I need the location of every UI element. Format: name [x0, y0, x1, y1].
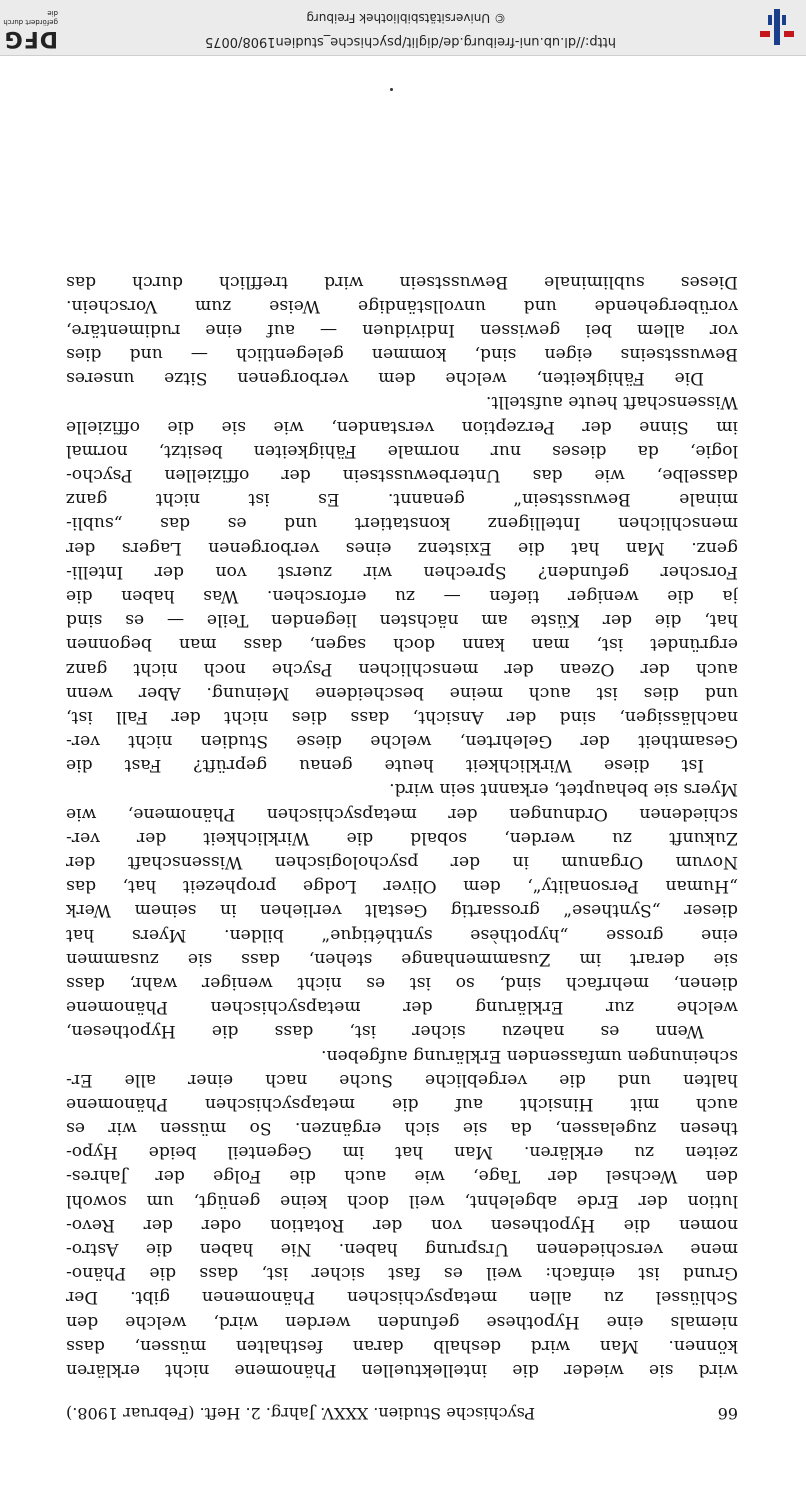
text-line: lution der Erde abgelehnt, weil doch keine genügt, um sowohl: [66, 1190, 738, 1211]
text-line: wird sie wieder die intellektuellen Phänomene nicht erklären: [66, 1360, 738, 1380]
dfg-logo[interactable]: [2, 4, 58, 50]
dfg-funding-note: gefördert durch die: [3, 9, 58, 26]
university-library-logo-icon[interactable]: [756, 7, 798, 47]
text-line: ja die weniger tiefen — zu erforschen. Was haben die: [66, 586, 738, 606]
text-line: eine grosse „hypothèse synthétique“ bilden. Myers hat: [66, 924, 738, 945]
text-line: Wenn es nahezu sicher ist, dass die Hypothesen,: [66, 1021, 704, 1042]
scan-speck: [390, 88, 393, 91]
text-line: hat, die der Küste am nächsten liegenden Teile — es sind: [66, 610, 738, 631]
text-line: Schlüssel zu allen metapsychischen Phänomenen gibt. Der: [66, 1287, 738, 1308]
text-line: Novum Organum in der psychologischen Wissenschaft der: [66, 852, 738, 873]
text-line: sie derart im Zusammenhange stehen, dass sie zusammen: [66, 948, 738, 969]
text-line: auch mit Hinsicht auf die metapsychischen Phänomene: [66, 1093, 738, 1114]
text-line: Gesamtheit der Gelehrten, welche diese Studien nicht ver-: [66, 731, 738, 752]
text-line: menschlichen Intelligenz konstatiert und es das „subli-: [66, 513, 738, 534]
text-line: „Human Personality“, dem Oliver Lodge prophezeit hat, das: [66, 876, 738, 897]
viewer-footer: [0, 0, 806, 56]
text-line: den Wechsel der Tage, wie auch die Folge der Jahres-: [66, 1166, 738, 1187]
text-line: Grund ist einfach: weil es fast sicher ist, dass die Phäno-: [66, 1263, 738, 1284]
text-line: schiedenen Ordnungen der metapsychischen Phänomene, wie: [66, 803, 738, 824]
text-line: Forscher gefunden? Sprechen wir zuerst von der Intelli-: [66, 561, 738, 582]
text-line: nomen die Hypothesen von der Rotation oder der Revo-: [66, 1214, 738, 1235]
text-line: auch der Ozean der menschlichen Psyche noch nicht ganz: [66, 658, 738, 679]
text-line: dienen, mehrfach sind, so ist es nicht weniger wahr, dass: [66, 973, 738, 993]
text-line: und dies ist auch meine bescheidene Meinung. Aber wenn: [66, 682, 738, 703]
text-line: können. Man wird deshalb daran festhalten müssen, dass: [66, 1335, 738, 1356]
text-line: Myers sie behauptet, erkannt sein wird.: [389, 779, 738, 800]
text-line: Wissenschaft heute aufstellt.: [485, 392, 738, 413]
page-number: 66: [717, 1404, 738, 1423]
text-line: niemals eine Hypothese gefunden werden wird, welche den: [66, 1311, 738, 1332]
text-line: thesen zugelassen, da sie sich ergänzen. So müssen wir es: [66, 1118, 738, 1139]
text-line: Die Fähigkeiten, welche dem verborgenen Sitze unseres: [66, 368, 704, 389]
running-title: Psychische Studien. XXXV. Jahrg. 2. Heft. (Februar 1908.): [66, 1404, 536, 1423]
scanned-page: [66, 269, 738, 1424]
page-body: [66, 269, 738, 1382]
text-line: Ist diese Wirklichkeit heute genau geprüft? Fast die: [66, 755, 704, 776]
text-line: nachlässigen, sind der Ansicht, dass dies nicht der Fall ist,: [66, 706, 738, 727]
text-line: halten und die vergebliche Suche nach einer alle Er-: [66, 1069, 738, 1090]
text-line: Dieses subliminale Bewusstsein wird trefflich durch das: [66, 271, 738, 292]
text-line: dieser „Synthese“ grossartig Gestalt verliehen in seinem Werk: [66, 900, 738, 921]
page-header: [66, 1402, 738, 1424]
text-line: vorübergehende und unvollständige Weise zum Vorschein.: [66, 295, 738, 316]
text-line: dasselbe, wie das Unterbewusstsein der offiziellen Psycho-: [66, 465, 738, 486]
text-line: welche zur Erklärung der metapsychischen Phänomene: [66, 997, 738, 1018]
text-line: ergründet ist, man kann doch sagen, dass man begonnen: [66, 634, 738, 655]
text-line: zeiten zu erklären. Man hat im Gegenteil beide Hypo-: [66, 1142, 738, 1163]
copyright-notice: © Universitätsbibliothek Freiburg: [306, 11, 506, 25]
text-line: mene verschiedenen Ursprung haben. Nie haben die Astro-: [66, 1239, 738, 1260]
text-line: Zukunft zu werden, sobald die Wirklichkeit der ver-: [66, 827, 738, 848]
text-line: minale Bewusstsein“ genannt. Es ist nicht ganz: [66, 489, 738, 510]
text-line: vor allem bei gewissen Individuen — auf eine rudimentäre,: [66, 319, 738, 340]
text-line: genz. Man hat die Existenz eines verborgenen Lagers der: [66, 537, 738, 558]
page-url-link[interactable]: http://dl.ub.uni-freiburg.de/diglit/psychische_studien1908/0075: [204, 34, 616, 49]
text-line: Bewusstseins eigen sind, kommen gelegentlich — und dies: [66, 344, 738, 365]
text-line: logie, da dieses nur normale Fähigkeiten besitzt, normal: [66, 440, 738, 461]
text-line: scheinungen umfassenden Erklärung aufgeben.: [321, 1045, 738, 1066]
dfg-logo-letters: DFG: [3, 26, 58, 51]
text-line: im Sinne der Perzeption verstanden, wie sie die offizielle: [66, 416, 738, 437]
